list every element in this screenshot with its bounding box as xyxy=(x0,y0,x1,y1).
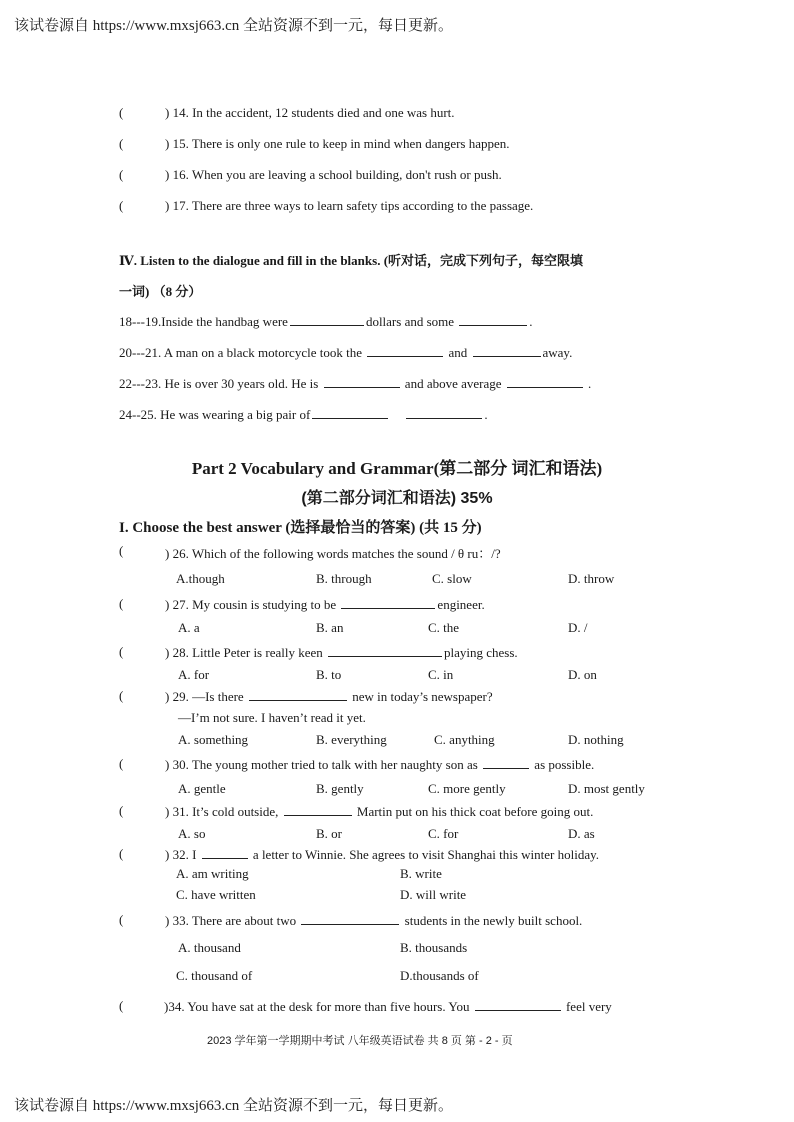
question-16: ) 16. When you are leaving a school building, don't rush or push. xyxy=(165,167,502,182)
question-text: students in the newly built school. xyxy=(404,913,583,928)
blank-line[interactable] xyxy=(324,375,400,388)
question-31 xyxy=(165,803,593,820)
option-c: C. have written xyxy=(176,887,256,902)
blank-line[interactable] xyxy=(301,912,399,925)
question-text: engineer. xyxy=(437,597,485,612)
blank-line[interactable] xyxy=(406,406,482,419)
blank-line[interactable] xyxy=(367,344,443,357)
blank-line[interactable] xyxy=(475,998,561,1011)
fill-text: dollars and some xyxy=(365,314,455,329)
section1-title: I. Choose the best answer (选择最恰当的答案) (共 15 分) xyxy=(119,520,482,536)
option-d: D. / xyxy=(568,620,588,635)
answer-paren: ( xyxy=(119,105,124,120)
option-d: D.thousands of xyxy=(400,968,479,983)
blank-line[interactable] xyxy=(202,846,248,859)
fill-item-20-21 xyxy=(119,344,572,361)
answer-paren: ( xyxy=(119,998,124,1013)
question-text: ) 27. My cousin is studying to be xyxy=(165,597,337,612)
source-banner-bottom: 该试卷源自 https://www.mxsj663.cn 全站资源不到一元，每日更新。 xyxy=(14,1098,454,1114)
fill-text: and xyxy=(448,345,468,360)
blank-line[interactable] xyxy=(328,644,442,657)
fill-text: and above average xyxy=(404,376,502,391)
section4-title: Ⅳ. Listen to the dialogue and fill in the blanks. (听对话，完成下列句子，每空限填 xyxy=(119,253,584,268)
option-b: B. thousands xyxy=(400,940,468,955)
answer-paren: ( xyxy=(119,596,124,611)
option-c: C. in xyxy=(428,667,454,682)
blank-line[interactable] xyxy=(483,756,529,769)
fill-text: away. xyxy=(542,345,573,360)
answer-paren: ( xyxy=(119,543,124,558)
option-c: C. slow xyxy=(432,571,472,586)
option-d: D. most gently xyxy=(568,781,645,796)
question-14: ) 14. In the accident, 12 students died and one was hurt. xyxy=(165,105,455,120)
option-c: C. for xyxy=(428,826,459,841)
blank-line[interactable] xyxy=(341,596,435,609)
option-b: B. through xyxy=(316,571,372,586)
option-a: A. thousand xyxy=(178,940,241,955)
blank-line[interactable] xyxy=(312,406,388,419)
question-29 xyxy=(165,688,493,705)
fill-item-18-19 xyxy=(119,313,533,330)
answer-paren: ( xyxy=(119,167,124,182)
option-b: B. gently xyxy=(316,781,364,796)
question-text: new in today’s newspaper? xyxy=(352,689,493,704)
option-d: D. on xyxy=(568,667,597,682)
fill-text: 18---19.Inside the handbag were xyxy=(119,314,288,329)
part2-title xyxy=(0,454,794,479)
option-d: D. throw xyxy=(568,571,615,586)
page-footer: 2023 学年第一学期期中考试 八年级英语试卷 共 8 页 第 - 2 - 页 xyxy=(207,1035,513,1047)
question-text: Martin put on his thick coat before going out. xyxy=(356,804,594,819)
part2-subtitle xyxy=(0,485,794,508)
question-text: ) 32. I xyxy=(165,847,197,862)
blank-line[interactable] xyxy=(249,688,347,701)
option-d: D. as xyxy=(568,826,595,841)
question-text: feel very xyxy=(565,999,612,1014)
question-text: ) 30. The young mother tried to talk with her naughty son as xyxy=(165,757,478,772)
fill-text: . xyxy=(484,407,488,422)
blank-line[interactable] xyxy=(290,313,364,326)
question-32 xyxy=(165,846,599,863)
answer-paren: ( xyxy=(119,644,124,659)
source-banner-top: 该试卷源自 https://www.mxsj663.cn 全站资源不到一元，每日更新。 xyxy=(14,18,454,34)
option-d: D. nothing xyxy=(568,732,624,747)
question-text: ) 28. Little Peter is really keen xyxy=(165,645,323,660)
question-text: playing chess. xyxy=(444,645,518,660)
answer-paren: ( xyxy=(119,912,124,927)
option-c: C. more gently xyxy=(428,781,506,796)
option-b: B. write xyxy=(400,866,442,881)
option-a: A. a xyxy=(178,620,200,635)
option-b: B. everything xyxy=(316,732,387,747)
option-a: A. so xyxy=(178,826,206,841)
answer-paren: ( xyxy=(119,198,124,213)
option-a: A. something xyxy=(178,732,249,747)
fill-text: . xyxy=(529,314,533,329)
question-text: ) 31. It’s cold outside, xyxy=(165,804,279,819)
blank-line[interactable] xyxy=(284,803,352,816)
answer-paren: ( xyxy=(119,688,124,703)
fill-text: . xyxy=(588,376,592,391)
option-b: B. to xyxy=(316,667,342,682)
question-34 xyxy=(164,998,612,1015)
section4-title-cont: 一词) （8 分） xyxy=(119,284,202,299)
question-15: ) 15. There is only one rule to keep in mind when dangers happen. xyxy=(165,136,510,151)
blank-line[interactable] xyxy=(459,313,527,326)
fill-item-24-25 xyxy=(119,406,488,423)
option-c: C. thousand of xyxy=(176,968,253,983)
option-b: B. an xyxy=(316,620,344,635)
question-33 xyxy=(165,912,582,929)
option-b: B. or xyxy=(316,826,342,841)
question-28 xyxy=(165,644,518,661)
question-27 xyxy=(165,596,485,613)
blank-line[interactable] xyxy=(473,344,541,357)
part2-title-text: Part 2 Vocabulary and Grammar(第二部分 词汇和语法) xyxy=(191,459,603,478)
fill-text: 24--25. He was wearing a big pair of xyxy=(119,407,311,422)
answer-paren: ( xyxy=(119,756,124,771)
question-26: ) 26. Which of the following words matches the sound / θ ru：/? xyxy=(165,546,501,561)
question-text: as possible. xyxy=(534,757,595,772)
option-c: C. the xyxy=(428,620,460,635)
part2-subtitle-text: (第二部分词汇和语法) 35% xyxy=(301,490,493,507)
option-a: A. for xyxy=(178,667,210,682)
question-text: ) 29. —Is there xyxy=(165,689,244,704)
question-text: a letter to Winnie. She agrees to visit Shanghai this winter holiday. xyxy=(252,847,599,862)
option-c: C. anything xyxy=(434,732,495,747)
option-a: A. am writing xyxy=(176,866,249,881)
fill-item-22-23 xyxy=(119,375,591,392)
option-a: A.though xyxy=(176,571,225,586)
question-17: ) 17. There are three ways to learn safety tips according to the passage. xyxy=(165,198,534,213)
answer-paren: ( xyxy=(119,136,124,151)
fill-text: 20---21. A man on a black motorcycle took the xyxy=(119,345,362,360)
answer-paren: ( xyxy=(119,846,124,861)
question-29-reply: —I’m not sure. I haven’t read it yet. xyxy=(178,710,366,725)
answer-paren: ( xyxy=(119,803,124,818)
fill-text: 22---23. He is over 30 years old. He is xyxy=(119,376,319,391)
option-d: D. will write xyxy=(400,887,467,902)
option-a: A. gentle xyxy=(178,781,226,796)
question-text: )34. You have sat at the desk for more than five hours. You xyxy=(164,999,470,1014)
blank-line[interactable] xyxy=(507,375,583,388)
question-text: ) 33. There are about two xyxy=(165,913,297,928)
question-30 xyxy=(165,756,594,773)
